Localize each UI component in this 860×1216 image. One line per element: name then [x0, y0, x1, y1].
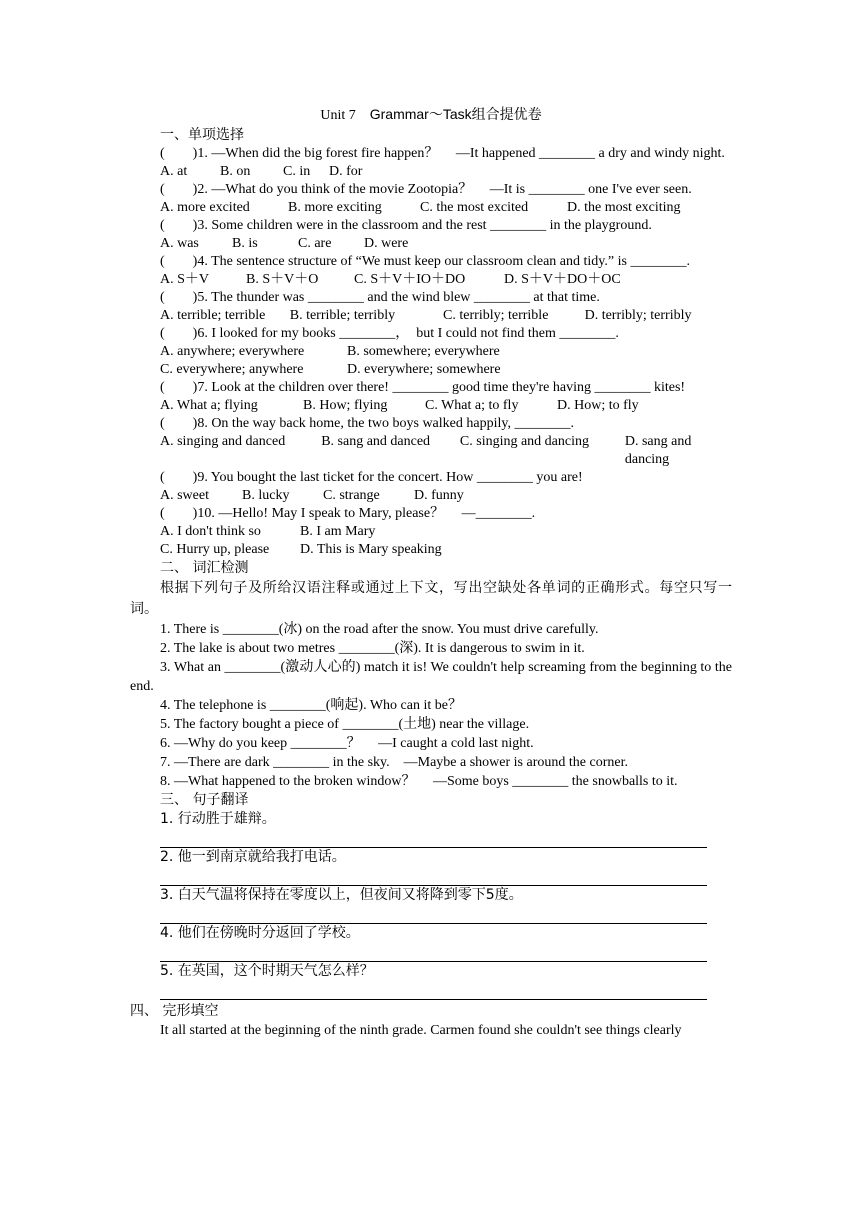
answer-line[interactable] — [160, 943, 707, 962]
mcq-option[interactable]: C. the most excited — [420, 200, 529, 215]
mcq-question-1: ( )1. —When did the big forest fire happen？ —It happened ________ a dry and windy night. — [160, 146, 725, 161]
mcq-option[interactable]: C. singing and dancing — [459, 434, 590, 449]
mcq-list — [130, 145, 732, 559]
mcq-options-row — [130, 199, 732, 217]
mcq-options-row — [130, 271, 732, 289]
mcq-option[interactable]: A. sweet — [160, 488, 209, 503]
vocab-item-6: 6. —Why do you keep ________？ —I caught a cold last night. — [160, 736, 534, 751]
mcq-option[interactable]: B. sang and danced — [321, 434, 431, 449]
mcq-option[interactable]: A. What a; flying — [160, 398, 258, 413]
mcq-options-row — [130, 235, 732, 253]
mcq-option[interactable]: C. are — [298, 236, 332, 251]
mcq-option[interactable]: B. somewhere; everywhere — [347, 344, 500, 359]
mcq-option[interactable]: C. S＋V＋IO＋DO — [354, 272, 466, 287]
mcq-options-row — [130, 523, 732, 541]
section-heading-3: 三、 句子翻译 — [160, 792, 249, 808]
mcq-question-3: ( )3. Some children were in the classroom and the rest ________ in the playground. — [160, 218, 652, 233]
mcq-option[interactable]: D. for — [329, 164, 363, 179]
translation-item-2: 2. 他一到南京就给我打电话。 — [160, 849, 346, 865]
mcq-option[interactable]: D. This is Mary speaking — [300, 542, 442, 557]
mcq-option[interactable]: C. terribly; terrible — [443, 308, 549, 323]
mcq-question-10: ( )10. —Hello! May I speak to Mary, please？ —________. — [160, 506, 536, 521]
translation-item-1: 1. 行动胜于雄辩。 — [160, 811, 276, 827]
vocab-item-8: 8. —What happened to the broken window？ —Some boys ________ the snowballs to it. — [160, 774, 678, 789]
mcq-option[interactable]: A. more excited — [160, 200, 250, 215]
vocab-item-2: 2. The lake is about two metres ________(深). It is dangerous to swim in it. — [160, 641, 585, 656]
mcq-options-row — [130, 307, 732, 325]
vocab-item-5: 5. The factory bought a piece of ________(土地) near the village. — [160, 717, 530, 732]
mcq-option[interactable]: D. everywhere; somewhere — [347, 362, 501, 377]
mcq-option[interactable]: D. were — [364, 236, 409, 251]
mcq-option[interactable]: D. S＋V＋DO＋OC — [504, 272, 621, 287]
mcq-option[interactable]: A. singing and danced — [160, 434, 286, 449]
mcq-option[interactable]: B. is — [232, 236, 258, 251]
mcq-option[interactable]: C. What a; to fly — [425, 398, 519, 413]
translation-item-5: 5. 在英国，这个时期天气怎么样？ — [160, 963, 374, 979]
answer-line[interactable] — [160, 867, 707, 886]
mcq-options-row — [130, 361, 732, 379]
mcq-options-row — [130, 397, 732, 415]
mcq-options-row — [130, 163, 732, 181]
translation-list — [130, 810, 732, 1000]
mcq-question-2: ( )2. —What do you think of the movie Zootopia？ —It is ________ one I've ever seen. — [160, 182, 692, 197]
mcq-option[interactable]: D. terribly; terribly — [584, 308, 692, 323]
vocab-instruction: 根据下列句子及所给汉语注释或通过上下文，写出空缺处各单词的正确形式。每空只写一词。 — [130, 580, 732, 617]
vocab-list — [130, 620, 732, 791]
mcq-question-9: ( )9. You bought the last ticket for the concert. How ________ you are! — [160, 470, 583, 485]
vocab-item-1: 1. There is ________(冰) on the road after the snow. You must drive carefully. — [160, 622, 599, 637]
mcq-option[interactable]: D. the most exciting — [567, 200, 681, 215]
mcq-option[interactable]: A. anywhere; everywhere — [160, 344, 305, 359]
mcq-option[interactable]: B. I am Mary — [300, 524, 376, 539]
mcq-option[interactable]: B. more exciting — [288, 200, 382, 215]
mcq-option[interactable]: B. How; flying — [303, 398, 388, 413]
vocab-item-7: 7. —There are dark ________ in the sky. —Maybe a shower is around the corner. — [160, 755, 628, 770]
worksheet — [130, 104, 732, 1040]
mcq-option[interactable]: C. everywhere; anywhere — [160, 362, 304, 377]
section-heading-2: 二、 词汇检测 — [160, 560, 249, 576]
mcq-option[interactable]: D. sang and dancing — [624, 434, 692, 467]
mcq-option[interactable]: B. lucky — [242, 488, 290, 503]
mcq-question-5: ( )5. The thunder was ________ and the wind blew ________ at that time. — [160, 290, 600, 305]
section-heading-4: 四、 完形填空 — [130, 1003, 219, 1019]
title-grammar: Grammar～Task — [369, 106, 472, 122]
mcq-options-row — [130, 541, 732, 559]
mcq-question-6: ( )6. I looked for my books ________， but I could not find them ________. — [160, 326, 619, 341]
title-suffix: 组合提优卷 — [471, 106, 542, 122]
mcq-question-4: ( )4. The sentence structure of “We must keep our classroom clean and tidy.” is ________. — [160, 254, 690, 269]
answer-line[interactable] — [160, 905, 707, 924]
mcq-question-8: ( )8. On the way back home, the two boys walked happily, ________. — [160, 416, 574, 431]
page-title — [130, 104, 732, 126]
mcq-option[interactable]: D. funny — [414, 488, 464, 503]
mcq-option[interactable]: D. How; to fly — [557, 398, 639, 413]
title-unit: Unit 7 — [320, 108, 356, 123]
mcq-option[interactable]: A. at — [160, 164, 188, 179]
mcq-question-7: ( )7. Look at the children over there! ________ good time they're having ________ kites! — [160, 380, 686, 395]
answer-line[interactable] — [160, 981, 707, 1000]
mcq-option[interactable]: A. I don't think so — [160, 524, 261, 539]
mcq-option[interactable]: A. terrible; terrible — [160, 308, 266, 323]
mcq-option[interactable]: A. S＋V — [160, 272, 210, 287]
vocab-item-4: 4. The telephone is ________(响起). Who can it be？ — [160, 698, 462, 713]
mcq-option[interactable]: C. Hurry up, please — [160, 542, 270, 557]
mcq-options-row — [130, 343, 732, 361]
cloze-passage: It all started at the beginning of the ninth grade. Carmen found she couldn't see things clearly — [160, 1023, 682, 1038]
mcq-options-row — [130, 487, 732, 505]
mcq-option[interactable]: B. terrible; terribly — [289, 308, 396, 323]
mcq-option[interactable]: C. in — [283, 164, 311, 179]
mcq-option[interactable]: B. on — [220, 164, 251, 179]
mcq-option[interactable]: A. was — [160, 236, 199, 251]
translation-item-4: 4. 他们在傍晚时分返回了学校。 — [160, 925, 360, 941]
translation-item-3: 3. 白天气温将保持在零度以上，但夜间又将降到零下5度。 — [160, 887, 523, 903]
mcq-options-row — [130, 433, 732, 469]
mcq-option[interactable]: C. strange — [323, 488, 380, 503]
answer-line[interactable] — [160, 829, 707, 848]
mcq-option[interactable]: B. S＋V＋O — [246, 272, 319, 287]
vocab-item-3: 3. What an ________(激动人心的) match it is! We couldn't help screaming from the beginning to the end. — [130, 660, 732, 694]
section-heading-1: 一、单项选择 — [160, 127, 244, 143]
